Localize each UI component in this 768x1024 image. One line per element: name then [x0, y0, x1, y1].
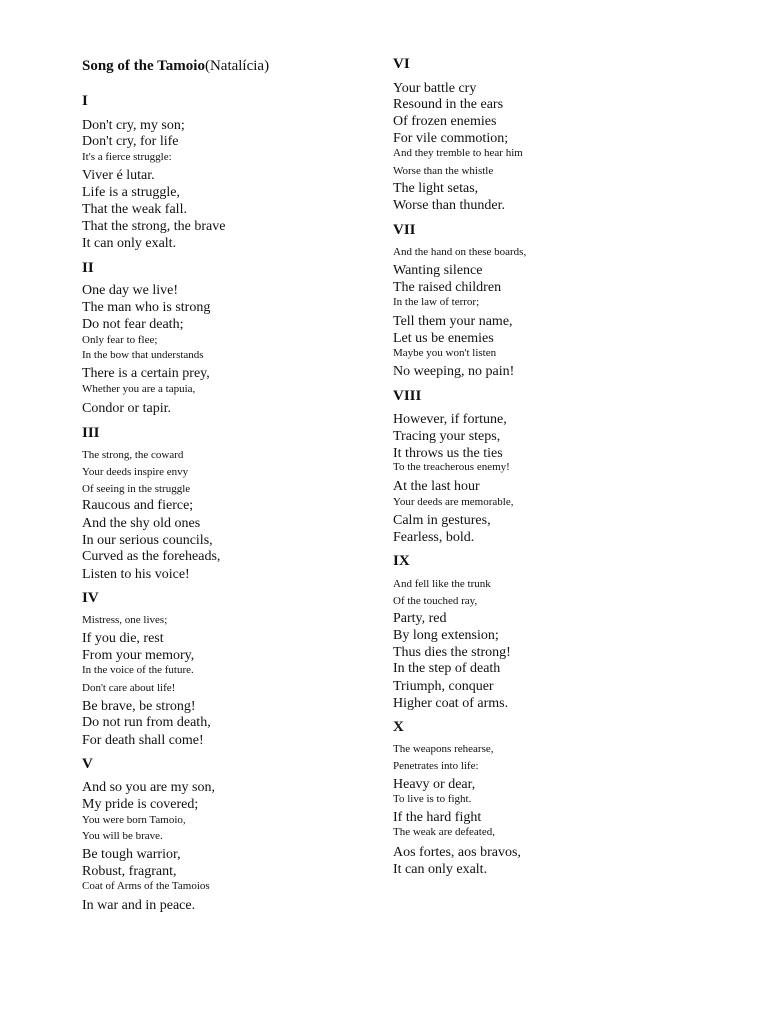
poem-line: In war and in peace.	[82, 898, 196, 913]
poem-author: (Natalícia)	[204, 58, 270, 74]
poem-line: Be brave, be strong!	[82, 699, 196, 714]
poem-line: It can only exalt.	[82, 236, 177, 251]
poem-line: Thus dies the strong!	[393, 645, 511, 660]
poem-line: Viver é lutar.	[82, 168, 155, 183]
poem-line: Of frozen enemies	[393, 114, 497, 129]
poem-line: No weeping, no pain!	[393, 364, 515, 379]
poem-line: From your memory,	[82, 648, 195, 663]
poem-line: Penetrates into life:	[393, 760, 479, 772]
poem-line: Don't cry, for life	[82, 134, 179, 149]
poem-line: In our serious councils,	[82, 533, 213, 548]
poem-line: The weak are defeated,	[393, 826, 495, 838]
poem-line: For vile commotion;	[393, 131, 509, 146]
poem-line: There is a certain prey,	[82, 366, 210, 381]
poem-line: Calm in gestures,	[393, 513, 491, 528]
poem-line: The raised children	[393, 280, 502, 295]
poem-line: Tracing your steps,	[393, 429, 501, 444]
poem-line: One day we live!	[82, 283, 179, 298]
poem-line: You will be brave.	[82, 830, 163, 842]
poem-line: Of seeing in the struggle	[82, 483, 191, 495]
poem-line: Don't care about life!	[82, 682, 176, 694]
poem-line: Aos fortes, aos bravos,	[393, 845, 521, 860]
poem-line: Whether you are a tapuia,	[82, 383, 196, 395]
poem-line: In the voice of the future.	[82, 664, 194, 676]
poem-line: Listen to his voice!	[82, 567, 190, 582]
poem-line: Robust, fragrant,	[82, 864, 177, 879]
poem-line: It throws us the ties	[393, 446, 503, 461]
poem-line: Party, red	[393, 611, 447, 626]
poem-line: Coat of Arms of the Tamoios	[82, 880, 210, 892]
poem-line: At the last hour	[393, 479, 480, 494]
poem-line: And they tremble to hear him	[393, 147, 523, 159]
poem-line: Your deeds are memorable,	[393, 496, 514, 508]
poem-line: Life is a struggle,	[82, 185, 180, 200]
poem-line: Only fear to flee;	[82, 334, 158, 346]
poem-line: In the step of death	[393, 661, 501, 676]
poem-line: Mistress, one lives;	[82, 614, 168, 626]
poem-line: To the treacherous enemy!	[393, 461, 510, 473]
poem-line: Resound in the ears	[393, 97, 504, 112]
poem-line: That the strong, the brave	[82, 219, 226, 234]
stanza-heading: X	[393, 719, 404, 735]
poem-line: Be tough warrior,	[82, 847, 181, 862]
poem-title	[82, 58, 269, 75]
poem-line: Maybe you won't listen	[393, 347, 497, 359]
poem-line: Worse than thunder.	[393, 198, 506, 213]
poem-line: Do not run from death,	[82, 715, 211, 730]
poem-line: The man who is strong	[82, 300, 211, 315]
poem-line: That the weak fall.	[82, 202, 187, 217]
poem-line: Your battle cry	[393, 81, 477, 96]
poem-line: Fearless, bold.	[393, 530, 475, 545]
poem-line: It can only exalt.	[393, 862, 488, 877]
poem-line: The weapons rehearse,	[393, 743, 494, 755]
poem-line: And fell like the trunk	[393, 578, 491, 590]
poem-line: The light setas,	[393, 181, 479, 196]
poem-line: For death shall come!	[82, 733, 204, 748]
poem-line: You were born Tamoio,	[82, 814, 186, 826]
poem-line: Let us be enemies	[393, 331, 494, 346]
poem-line: In the bow that understands	[82, 349, 204, 361]
poem-line: Your deeds inspire envy	[82, 466, 189, 478]
poem-line: However, if fortune,	[393, 412, 507, 427]
poem-line: Tell them your name,	[393, 314, 513, 329]
poem-line: If the hard fight	[393, 810, 482, 825]
stanza-heading: IX	[393, 553, 410, 569]
stanza-heading: III	[82, 425, 100, 441]
poem-line: The strong, the coward	[82, 449, 184, 461]
poem-line: By long extension;	[393, 628, 499, 643]
stanza-heading: V	[82, 756, 93, 772]
stanza-heading: VIII	[393, 388, 422, 404]
poem-line: And the shy old ones	[82, 516, 201, 531]
poem-line: Do not fear death;	[82, 317, 184, 332]
stanza-heading: VII	[393, 222, 416, 238]
stanza-heading: IV	[82, 590, 99, 606]
poem-line: My pride is covered;	[82, 797, 199, 812]
poem-line: Of the touched ray,	[393, 595, 478, 607]
poem-title-main: Song of the Tamoio	[82, 58, 205, 74]
poem-line: If you die, rest	[82, 631, 164, 646]
poem-line: Triumph, conquer	[393, 679, 494, 694]
poem-line: Heavy or dear,	[393, 777, 476, 792]
poem-line: Condor or tapir.	[82, 401, 172, 416]
poem-line: Higher coat of arms.	[393, 696, 509, 711]
poem-line: And the hand on these boards,	[393, 246, 527, 258]
stanza-heading: II	[82, 260, 94, 276]
poem-line: Worse than the whistle	[393, 165, 494, 177]
poem-line: In the law of terror;	[393, 296, 480, 308]
poem-line: Curved as the foreheads,	[82, 549, 221, 564]
poem-line: To live is to fight.	[393, 793, 472, 805]
poem-line: And so you are my son,	[82, 780, 215, 795]
poem-line: Raucous and fierce;	[82, 498, 194, 513]
stanza-heading: VI	[393, 56, 410, 72]
stanza-heading: I	[82, 93, 88, 109]
poem-line: It's a fierce struggle:	[82, 151, 172, 163]
poem-line: Don't cry, my son;	[82, 118, 185, 133]
poem-line: Wanting silence	[393, 263, 483, 278]
